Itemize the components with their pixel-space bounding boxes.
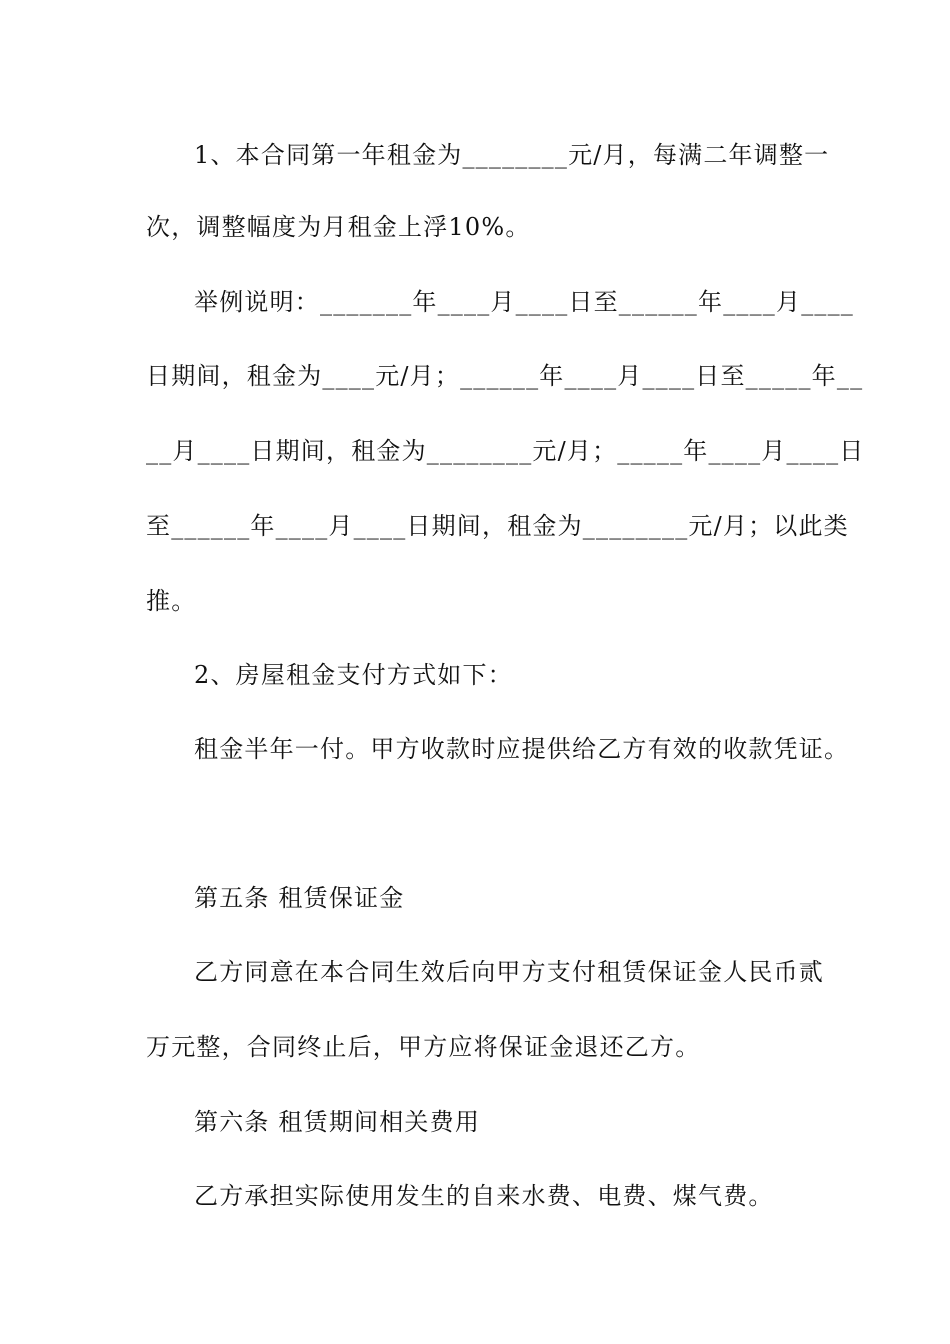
article-5-line-1: 乙方同意在本合同生效后向甲方支付租赁保证金人民币贰 <box>194 958 824 986</box>
example-line-1: 举例说明：_______年____月____日至______年____月____ <box>194 288 854 316</box>
article-5-line-2: 万元整，合同终止后，甲方应将保证金退还乙方。 <box>146 1033 701 1061</box>
clause-2-line: 2、房屋租金支付方式如下： <box>194 661 513 689</box>
article-5-heading: 第五条 租赁保证金 <box>194 884 405 912</box>
payment-terms-line: 租金半年一付。甲方收款时应提供给乙方有效的收款凭证。 <box>194 735 850 763</box>
example-line-4: 至______年____月____日期间，租金为________元/月；以此类 <box>146 512 849 540</box>
article-6-line-1: 乙方承担实际使用发生的自来水费、电费、煤气费。 <box>194 1182 774 1210</box>
example-line-5: 推。 <box>146 587 197 615</box>
example-line-3: __月____日期间，租金为________元/月；_____年____月____日 <box>146 437 865 465</box>
example-line-2: 日期间，租金为____元/月；______年____月____日至_____年__ <box>146 362 864 390</box>
article-6-heading: 第六条 租赁期间相关费用 <box>194 1108 481 1136</box>
clause-1-line-1: 1、本合同第一年租金为________元/月，每满二年调整一 <box>194 141 830 169</box>
clause-1-line-2: 次，调整幅度为月租金上浮10%。 <box>146 213 531 241</box>
